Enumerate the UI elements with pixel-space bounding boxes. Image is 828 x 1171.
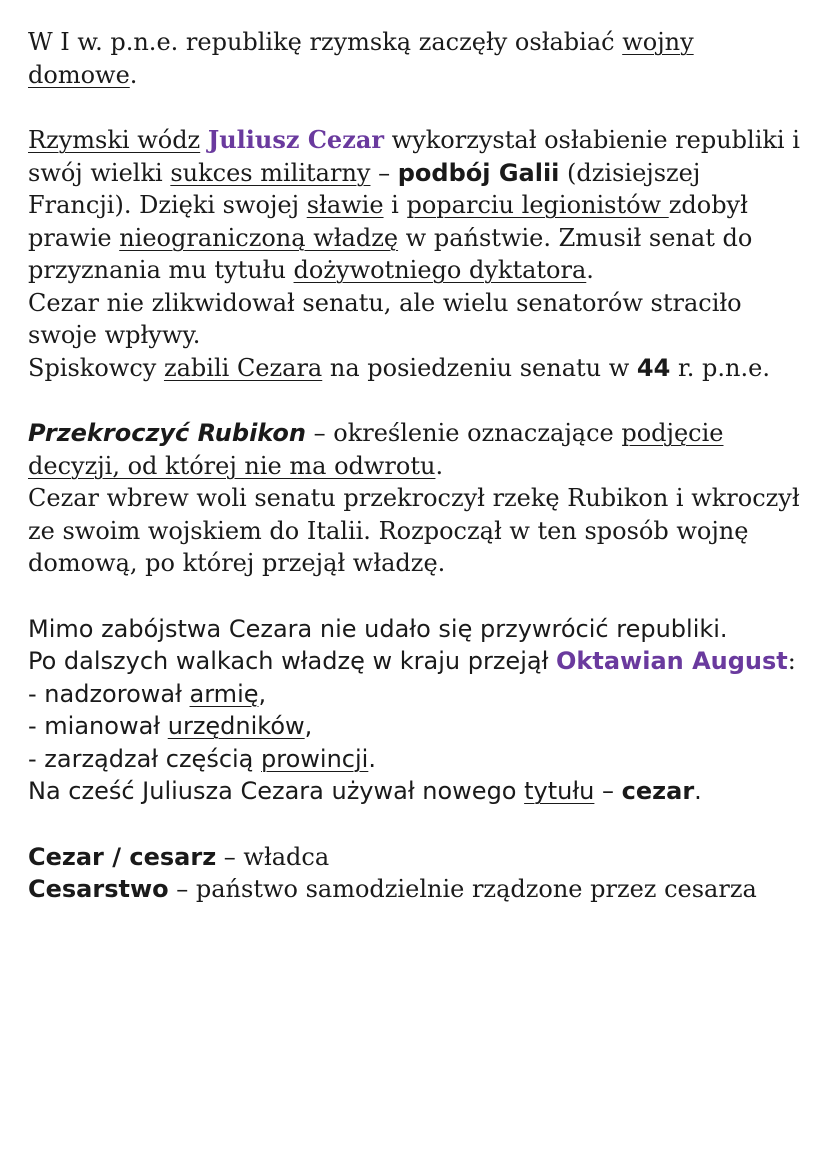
text: w państwie. Zmusił senat do przyznania mu tytułu bbox=[28, 223, 753, 284]
text: . bbox=[694, 777, 702, 805]
paragraph-senate: Cezar nie zlikwidował senatu, ale wielu senatorów straciło swoje wpływy. bbox=[28, 288, 742, 349]
text: zdobył prawie bbox=[28, 191, 748, 252]
text: – określenie oznaczające bbox=[305, 419, 622, 447]
paragraph-republic: Mimo zabójstwa Cezara nie udało się przywrócić republiki. bbox=[28, 614, 728, 643]
highlighted-name: Juliusz Cezar bbox=[207, 125, 385, 154]
text: – bbox=[370, 158, 398, 187]
bold-term: Cezar / cesarz bbox=[28, 842, 217, 871]
underlined-term: sukces militarny bbox=[170, 158, 371, 187]
text bbox=[200, 126, 208, 154]
underlined-term: sławie bbox=[306, 191, 384, 219]
text: , bbox=[304, 712, 313, 740]
bold-year: 44 bbox=[636, 353, 671, 382]
list-item bbox=[28, 678, 808, 711]
text: W I w. p.n.e. republikę rzymską zaczęły osłabiać bbox=[28, 28, 623, 56]
text: . bbox=[435, 451, 444, 480]
underlined-term: zabili Cezara bbox=[163, 353, 323, 382]
list-item bbox=[28, 710, 808, 743]
text: Na cześć Juliusza Cezara używał nowego bbox=[28, 777, 525, 805]
spacer bbox=[28, 808, 808, 841]
paragraph-rubicon bbox=[28, 417, 808, 482]
text: – państwo samodzielnie rządzone przez cesarza bbox=[168, 875, 757, 903]
text: (dzisiejszej Francji). Dzięki swojej bbox=[28, 158, 701, 219]
text: , bbox=[258, 679, 267, 708]
text: – władca bbox=[216, 842, 330, 871]
paragraph-title-cezar bbox=[28, 775, 808, 808]
highlighted-name: Oktawian August bbox=[556, 647, 788, 675]
text: r. p.n.e. bbox=[670, 353, 770, 382]
underlined-term: dożywotniego dyktatora bbox=[293, 256, 587, 284]
text: Spiskowcy bbox=[28, 353, 164, 382]
underlined-term: wojny domowe bbox=[28, 28, 694, 89]
spacer bbox=[28, 91, 808, 124]
bold-italic-term: Przekroczyć Rubikon bbox=[28, 419, 306, 447]
text: . bbox=[129, 60, 138, 89]
spacer bbox=[28, 580, 808, 613]
text: na posiedzeniu senatu w bbox=[322, 353, 637, 382]
text: Po dalszych walkach władzę w kraju przejął bbox=[28, 647, 557, 675]
underlined-term: podjęcie decyzji, od której nie ma odwrotu bbox=[28, 419, 724, 480]
paragraph-intro bbox=[28, 26, 808, 91]
underlined-term: nieograniczoną władzę bbox=[119, 223, 399, 252]
document-page bbox=[28, 26, 808, 906]
bold-term: Cesarstwo bbox=[28, 875, 169, 903]
text: - nadzorował bbox=[28, 679, 190, 708]
paragraph-caesar bbox=[28, 124, 808, 287]
underlined-term: poparciu legionistów bbox=[406, 191, 669, 219]
definition-cezar bbox=[28, 841, 808, 874]
definition-cesarstwo bbox=[28, 873, 808, 906]
underlined-term: urzędników bbox=[167, 712, 305, 740]
spacer bbox=[28, 384, 808, 417]
bold-term: cezar bbox=[621, 777, 695, 805]
bold-term: podbój Galii bbox=[397, 158, 560, 187]
text: : bbox=[787, 647, 796, 675]
text: wykorzystał osłabienie republiki i swój wielki bbox=[28, 126, 800, 187]
text: . bbox=[368, 744, 376, 773]
underlined-term: prowincji bbox=[261, 744, 369, 773]
paragraph-assassination bbox=[28, 352, 808, 385]
list-item bbox=[28, 743, 808, 776]
underlined-term: armię bbox=[189, 679, 259, 708]
underlined-term: Rzymski wódz bbox=[28, 126, 201, 154]
text: - zarządzał częścią bbox=[28, 744, 262, 773]
text: - mianował bbox=[28, 712, 168, 740]
text: . bbox=[586, 256, 594, 284]
paragraph-octavian bbox=[28, 645, 808, 678]
paragraph-civil-war: Cezar wbrew woli senatu przekroczył rzekę Rubikon i wkroczył ze swoim wojskiem do Italii. Rozpoczął w ten sposób wojnę domową, po której przejął władzę. bbox=[28, 484, 800, 577]
text: – bbox=[594, 777, 622, 805]
underlined-term: tytułu bbox=[524, 777, 595, 805]
text: i bbox=[383, 191, 407, 219]
